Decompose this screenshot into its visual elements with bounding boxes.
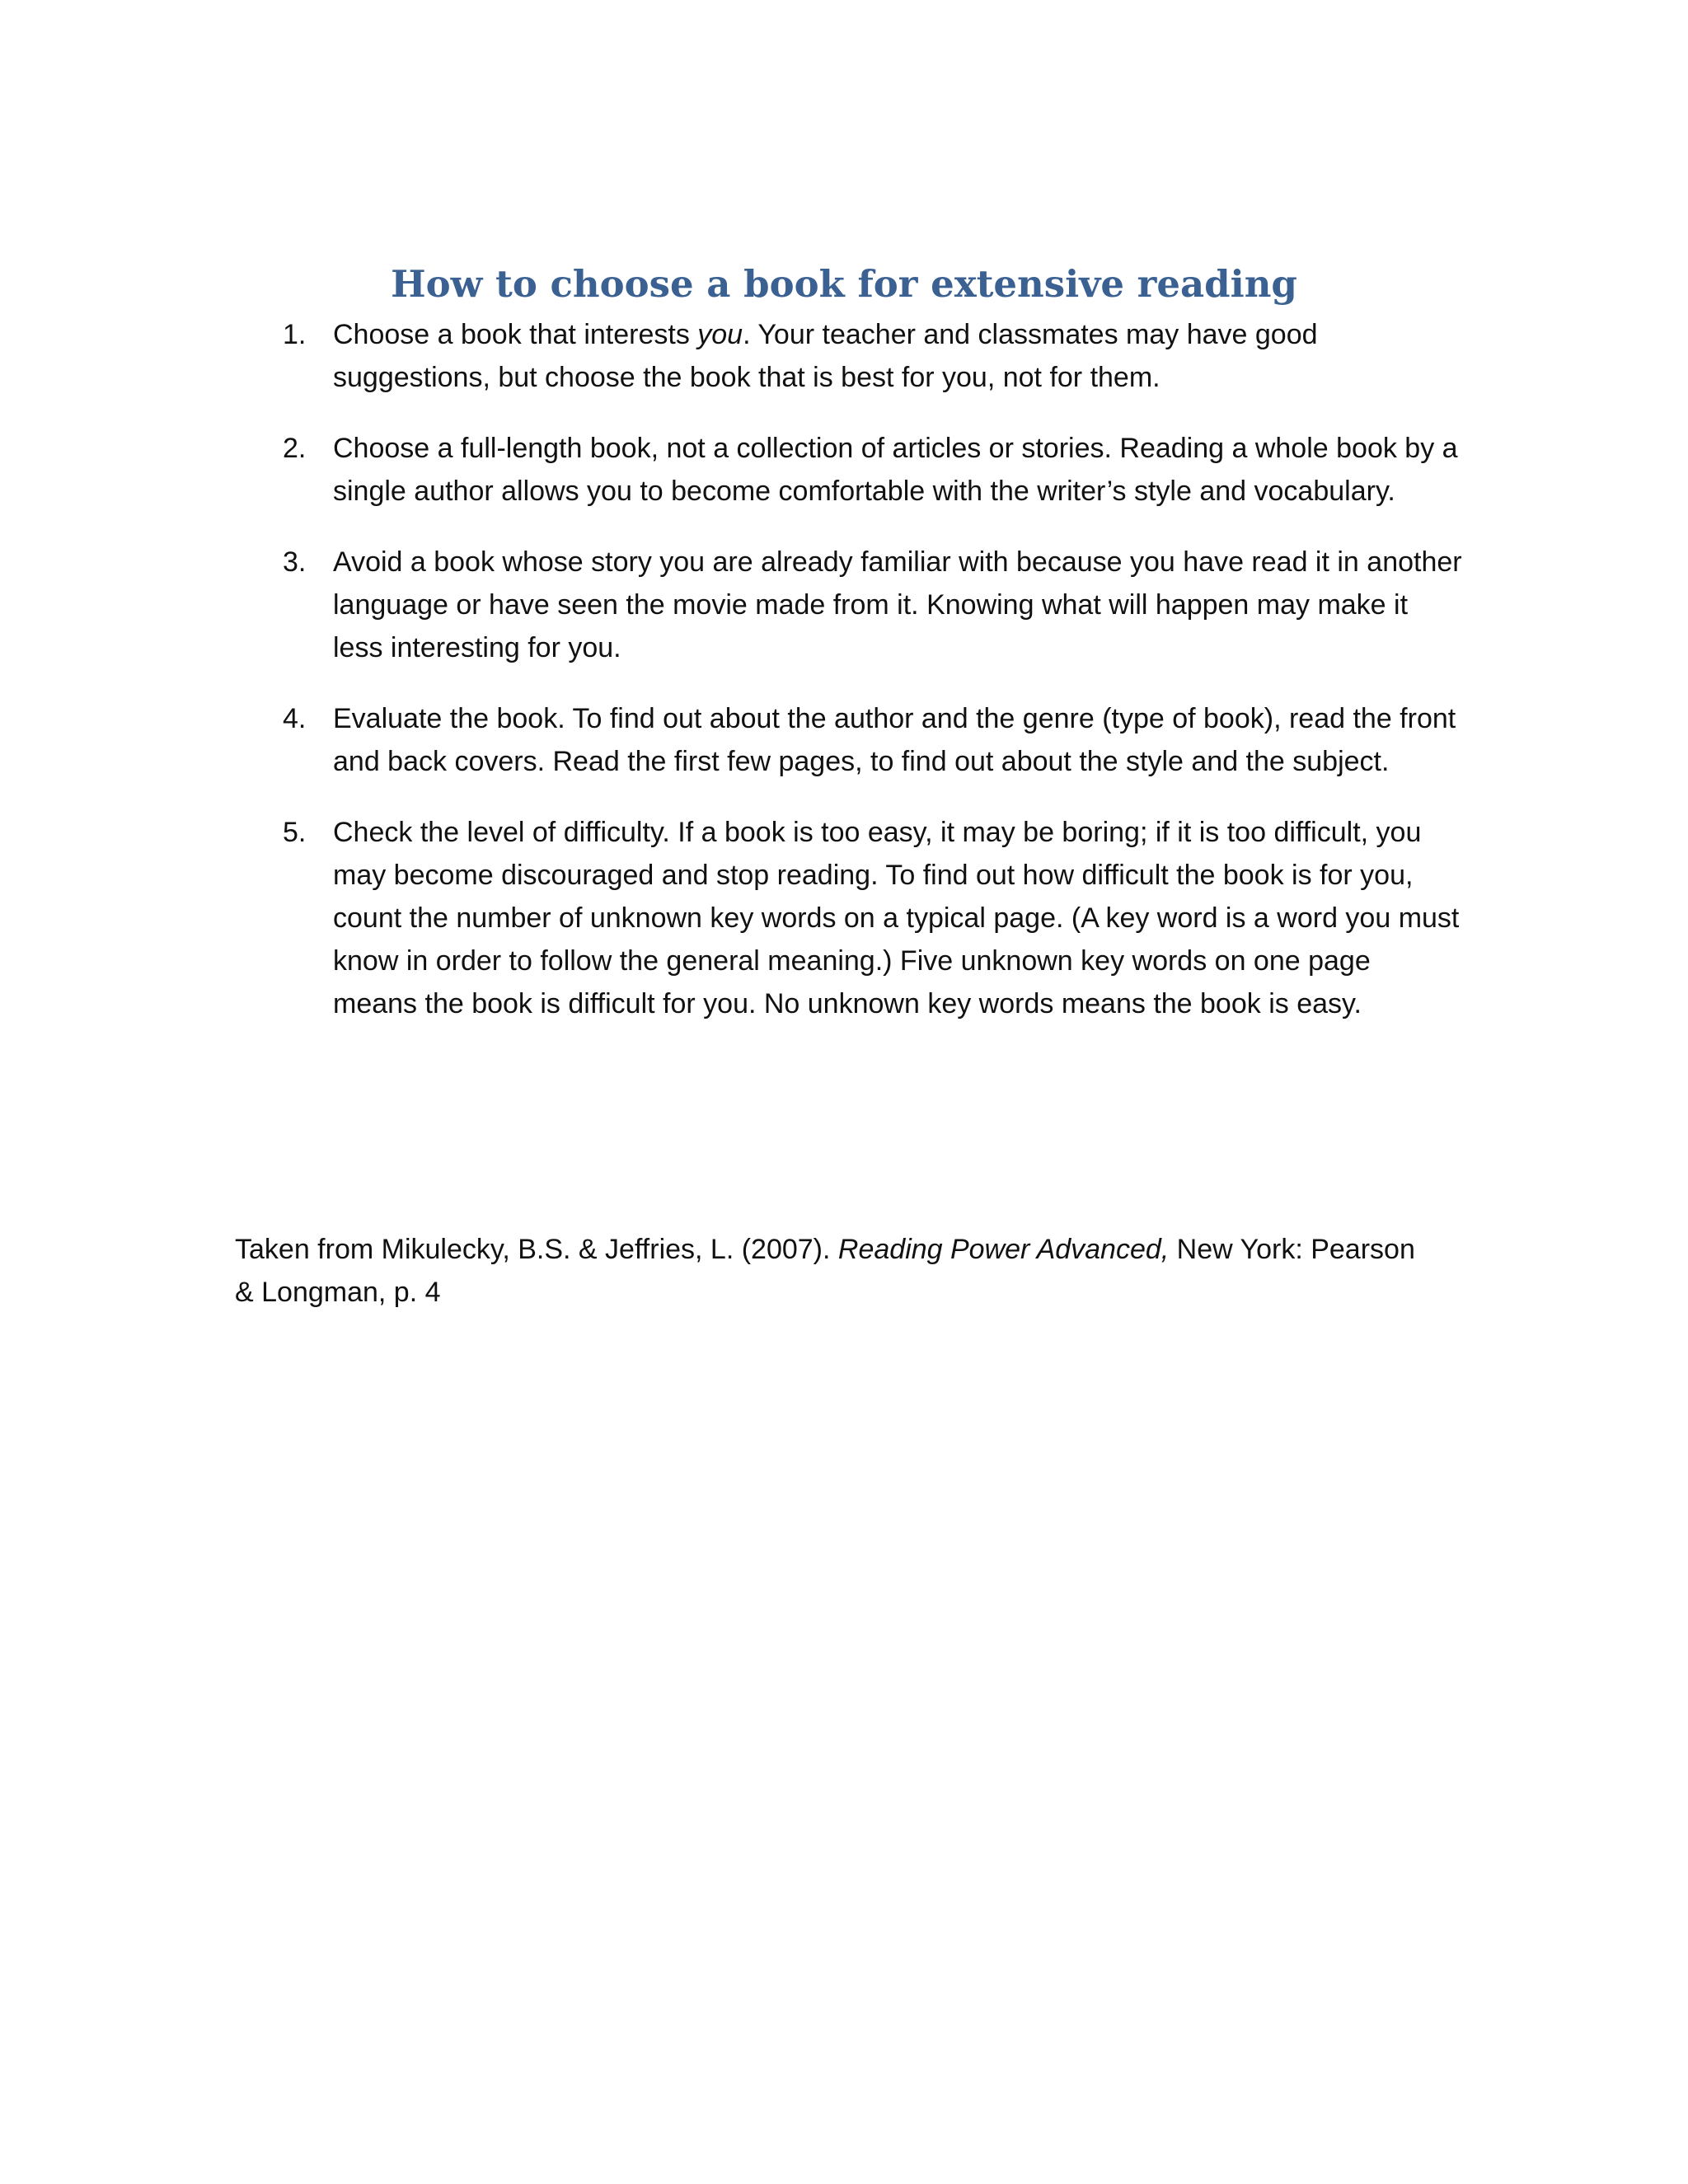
list-item xyxy=(0,541,1462,669)
list-item-number: 2. xyxy=(283,433,307,464)
list-item-number: 3. xyxy=(283,546,307,578)
list-item-text: Check the level of difficulty. If a book is too easy, it may be boring; if it is too difficult, you may become discouraged and stop reading. To find out how difficult the book is for you, count the number of unknown key words on a typical page. (A key word is a word you must know in order to follow the general meaning.) Five unknown key words on one page means the book is difficult for you. No unknown key words means the book is easy. xyxy=(333,817,1460,1019)
list-item xyxy=(0,697,1462,783)
citation-suffix: New York: Pearson & Longman, p. 4 xyxy=(235,1234,1415,1308)
list-item-number: 4. xyxy=(283,703,307,734)
citation-prefix: Taken from Mikulecky, B.S. & Jeffries, L. (2007). xyxy=(235,1234,838,1265)
citation-book-title: Reading Power Advanced, xyxy=(837,1234,1170,1265)
source-citation xyxy=(235,1228,1438,1314)
list-item-text xyxy=(333,319,1318,393)
list-item-text: Evaluate the book. To find out about the author and the genre (type of book), read the front and back covers. Read the first few pages, to find out about the style and the subject. xyxy=(333,703,1456,777)
list-item xyxy=(0,811,1462,1025)
list-item-number: 5. xyxy=(283,817,307,848)
list-item-text-start: Choose a book that interests xyxy=(333,319,698,350)
page-title: How to choose a book for extensive reading xyxy=(391,262,1297,306)
list-item xyxy=(0,427,1462,513)
list-item xyxy=(0,313,1462,399)
list-item-text-end: . Your teacher and classmates may have good suggestions, but choose the book that is best for you, not for them. xyxy=(333,319,1318,393)
list-item-text: Choose a full-length book, not a collection of articles or stories. Reading a whole book by a single author allows you to become comfortable with the writer’s style and vocabulary. xyxy=(333,433,1458,507)
emphasis-you: you xyxy=(697,319,743,350)
list-item-number: 1. xyxy=(283,319,307,350)
tips-list xyxy=(0,313,1688,1053)
list-item-text: Avoid a book whose story you are already familiar with because you have read it in another language or have seen the movie made from it. Knowing what will happen may make it less interesting for you. xyxy=(333,546,1462,663)
